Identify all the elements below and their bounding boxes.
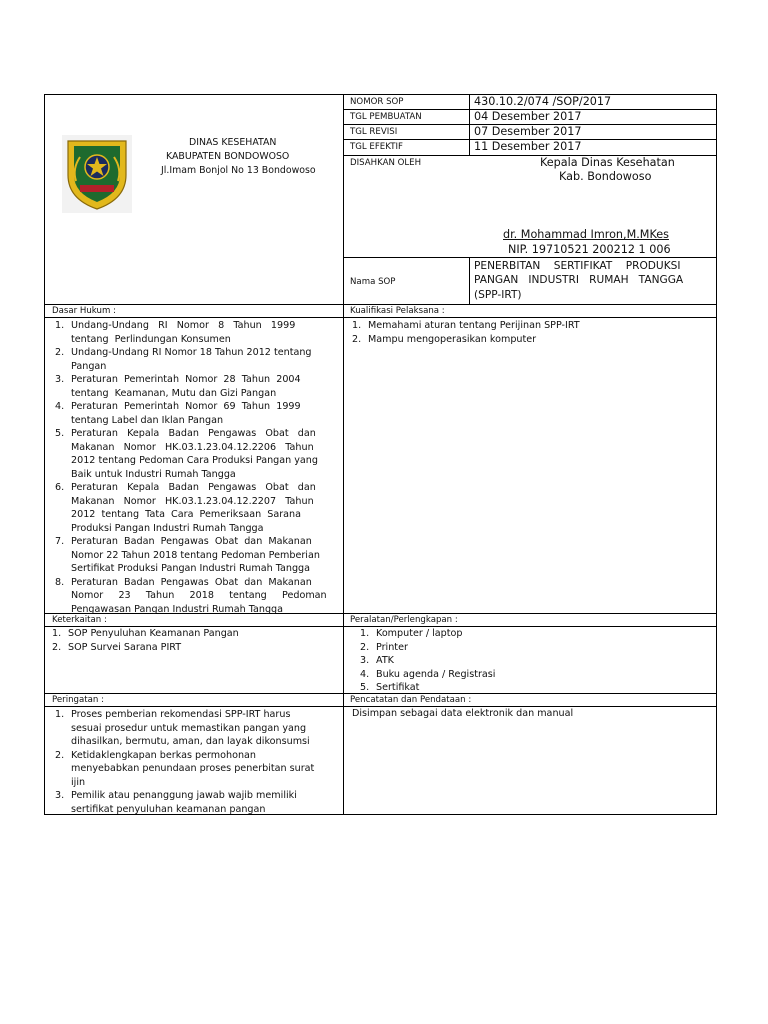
keterkaitan-heading: Keterkaitan : (52, 615, 107, 625)
dasar-hukum-list (55, 319, 338, 616)
list-item: 5. Sertifikat (360, 682, 420, 693)
nama-sop-line3: (SPP-IRT) (474, 289, 522, 301)
list-item: 1. Proses pemberian rekomendasi SPP-IRT harus sesuai prosedur untuk memastikan pangan yang dihasilkan, bermutu, aman, dan layak dikonsumsi (55, 709, 310, 747)
section-line (44, 304, 717, 305)
signer-title-line1: Kepala Dinas Kesehatan (540, 156, 675, 169)
office-name-line2: KABUPATEN BONDOWOSO (166, 151, 290, 162)
peralatan-list (360, 627, 710, 695)
list-item: 5. Peraturan Kepala Badan Pengawas Obat dan Makanan Nomor HK.03.1.23.04.12.2206 Tahun 2012 tentang Pedoman Cara Produksi Pangan yang Baik untuk Industri Rumah Tangga (55, 428, 318, 480)
tgl-pembuatan-label: TGL PEMBUATAN (350, 112, 422, 122)
list-item: 2. SOP Survei Sarana PIRT (52, 641, 182, 653)
kualifikasi-list (352, 319, 712, 346)
nama-sop-column-divider (469, 257, 470, 304)
nama-sop-line1: PENERBITAN SERTIFIKAT PRODUKSI (474, 260, 681, 272)
signer-name: dr. Mohammad Imron,M.MKes (503, 228, 669, 241)
pencatatan-heading: Pencatatan dan Pendataan : (350, 695, 472, 705)
list-item: 6. Peraturan Kepala Badan Pengawas Obat dan Makanan Nomor HK.03.1.23.04.12.2207 Tahun 2012 tentang Tata Cara Pemeriksaan Sarana Produksi Pangan Industri Rumah Tangga (55, 482, 316, 534)
peringatan-list (55, 708, 338, 816)
tgl-efektif-value: 11 Desember 2017 (474, 140, 582, 153)
list-item: 2. Ketidaklengkapan berkas permohonan menyebabkan penundaan proses penerbitan surat ijin (55, 749, 315, 788)
office-address: Jl.Imam Bonjol No 13 Bondowoso (161, 165, 316, 176)
list-item: 3. Peraturan Pemerintah Nomor 28 Tahun 2004 tentang Keamanan, Mutu dan Gizi Pangan (55, 374, 301, 399)
section-line (44, 317, 717, 318)
list-item: 3. ATK (360, 655, 394, 666)
list-item: 2. Printer (360, 641, 408, 653)
list-item: 4. Buku agenda / Registrasi (360, 668, 496, 680)
office-name-line1: DINAS KESEHATAN (189, 137, 277, 148)
tgl-efektif-label: TGL EFEKTIF (350, 142, 403, 152)
bondowoso-regency-emblem (62, 135, 132, 213)
peringatan-heading: Peringatan : (52, 695, 104, 705)
meta-row-line (343, 257, 717, 258)
list-item: 2. Undang-Undang RI Nomor 18 Tahun 2012 tentang Pangan (55, 347, 312, 372)
tgl-revisi-value: 07 Desember 2017 (474, 125, 582, 138)
nomor-sop-label: NOMOR SOP (350, 97, 404, 107)
list-item: 8. Peraturan Badan Pengawas Obat dan Makanan Nomor 23 Tahun 2018 tentang Pedoman Pengawasan Pangan Industri Rumah Tangga (55, 576, 327, 615)
disahkan-oleh-label: DISAHKAN OLEH (350, 158, 422, 168)
list-item: 7. Peraturan Badan Pengawas Obat dan Makanan Nomor 22 Tahun 2018 tentang Pedoman Pemberian Sertifikat Produksi Pangan Industri Rumah Tangga (55, 536, 320, 574)
list-item: 2. Mampu mengoperasikan komputer (352, 333, 537, 345)
dasar-hukum-heading: Dasar Hukum : (52, 306, 116, 316)
list-item: 4. Peraturan Pemerintah Nomor 69 Tahun 1999 tentang Label dan Iklan Pangan (55, 401, 301, 426)
nama-sop-line2: PANGAN INDUSTRI RUMAH TANGGA (474, 274, 684, 286)
keterkaitan-list (52, 627, 337, 654)
list-item: 1. Undang-Undang RI Nomor 8 Tahun 1999 tentang Perlindungan Konsumen (55, 320, 296, 345)
nama-sop-label: Nama SOP (350, 277, 396, 287)
nomor-sop-value: 430.10.2/074 /SOP/2017 (474, 95, 612, 108)
tgl-revisi-label: TGL REVISI (350, 127, 398, 137)
section-line (44, 706, 717, 707)
peralatan-heading: Peralatan/Perlengkapan : (350, 615, 458, 625)
emblem-ribbon (80, 185, 114, 192)
signer-nip: NIP. 19710521 200212 1 006 (508, 243, 671, 256)
signer-title-line2: Kab. Bondowoso (559, 170, 652, 183)
list-item: 1. Memahami aturan tentang Perijinan SPP-IRT (352, 320, 580, 331)
list-item: 1. SOP Penyuluhan Keamanan Pangan (52, 628, 239, 639)
tgl-pembuatan-value: 04 Desember 2017 (474, 110, 582, 123)
pencatatan-text: Disimpan sebagai data elektronik dan manual (352, 708, 574, 719)
list-item: 1. Komputer / laptop (360, 628, 463, 639)
list-item: 3. Pemilik atau penanggung jawab wajib memiliki sertifikat penyuluhan keamanan pangan (55, 790, 297, 815)
kualifikasi-heading: Kualifikasi Pelaksana : (350, 306, 445, 316)
